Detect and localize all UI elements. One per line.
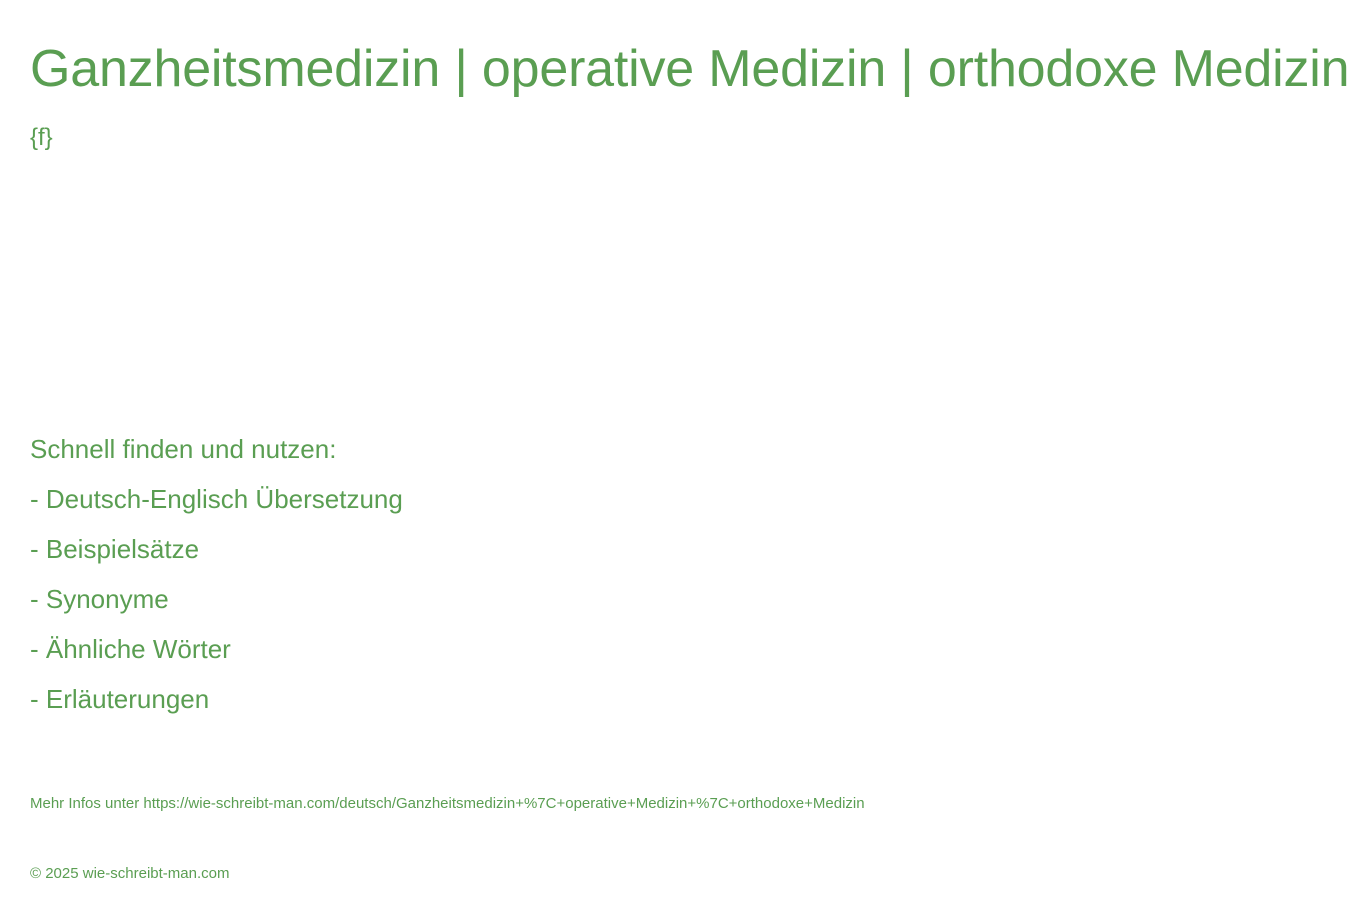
features-heading: Schnell finden und nutzen: <box>30 434 337 464</box>
features-section <box>30 424 403 724</box>
more-info-line <box>30 795 900 813</box>
gender-label: {f} <box>30 124 53 151</box>
feature-item-synonyms: - Synonyme <box>30 584 169 614</box>
features-list <box>30 474 403 724</box>
page-title: Ganzheitsmedizin | operative Medizin | orthodoxe Medizin <box>30 40 1349 98</box>
more-info-link[interactable]: https://wie-schreibt-man.com/deutsch/Ganzheitsmedizin+%7C+operative+Medizin+%7C+orthodoxe+Medizin <box>143 795 865 812</box>
more-info-prefix: Mehr Infos unter <box>30 795 144 812</box>
feature-item-translation: - Deutsch-Englisch Übersetzung <box>30 484 403 514</box>
feature-item-example-sentences: - Beispielsätze <box>30 534 200 564</box>
copyright-notice: © 2025 wie-schreibt-man.com <box>30 865 230 882</box>
feature-item-similar-words: - Ähnliche Wörter <box>30 634 231 664</box>
feature-item-explanations: - Erläuterungen <box>30 684 210 714</box>
